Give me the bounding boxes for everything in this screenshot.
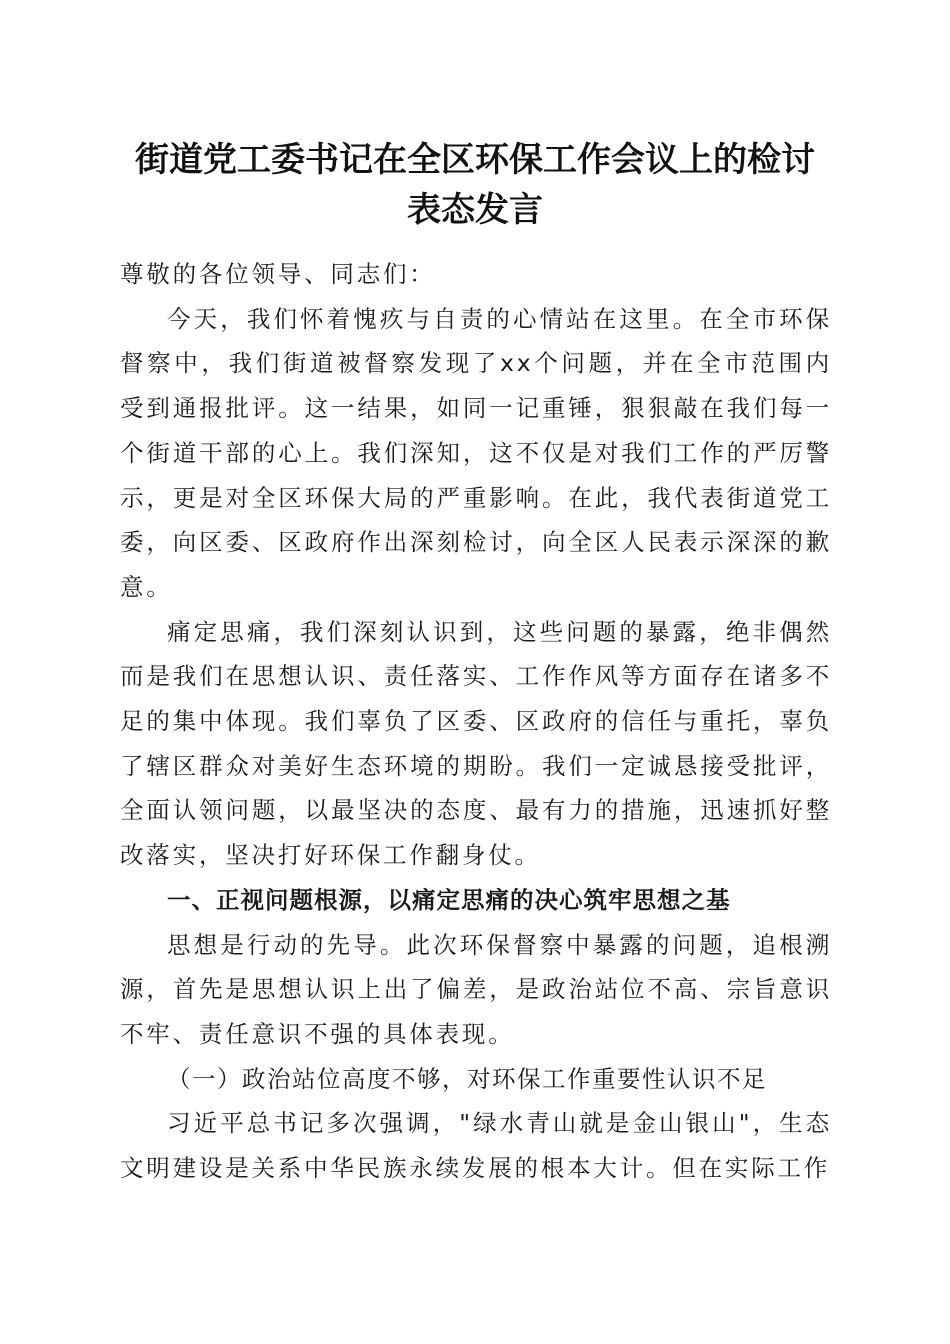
title-line-1: 街道党工委书记在全区环保工作会议上的检讨 (135, 140, 815, 180)
paragraph-reflection: 痛定思痛，我们深刻认识到，这些问题的暴露，绝非偶然而是我们在思想认识、责任落实、工作作风等方面存在诸多不足的集中体现。我们辜负了区委、区政府的信任与重托，辜负了辖区群众对美好生态环境的期盼。我们一定诚恳接受批评，全面认领问题，以最坚决的态度、最有力的措施，迅速抓好整改落实，坚决打好环保工作翻身仗。 (120, 617, 832, 870)
section-heading-1: 一、正视问题根源，以痛定思痛的决心筑牢思想之基 (167, 885, 731, 914)
salutation: 尊敬的各位领导、同志们： (120, 260, 436, 288)
section-paragraph-1: 思想是行动的先导。此次环保督察中暴露的问题，追根溯源，首先是思想认识上出了偏差，是政治站位不高、宗旨意识不牢、责任意识不强的具体表现。 (120, 930, 832, 1048)
document-body (120, 252, 832, 1191)
subsection-heading-1: （一）政治站位高度不够，对环保工作重要性认识不足 (167, 1064, 767, 1093)
paragraph-intro: 今天，我们怀着愧疚与自责的心情站在这里。在全市环保督察中，我们街道被督察发现了xx个问题，并在全市范围内受到通报批评。这一结果，如同一记重锤，狠狠敲在我们每一个街道干部的心上。我们深知，这不仅是对我们工作的严厉警示，更是对全区环保大局的严重影响。在此，我代表街道党工委，向区委、区政府作出深刻检讨，向全区人民表示深深的歉意。 (120, 304, 832, 601)
title-line-2: 表态发言 (407, 190, 543, 230)
subsection-paragraph-1: 习近平总书记多次强调，"绿水青山就是金山银山"，生态文明建设是关系中华民族永续发展的根本大计。但在实际工作 (120, 1109, 832, 1183)
document-title (100, 135, 850, 235)
